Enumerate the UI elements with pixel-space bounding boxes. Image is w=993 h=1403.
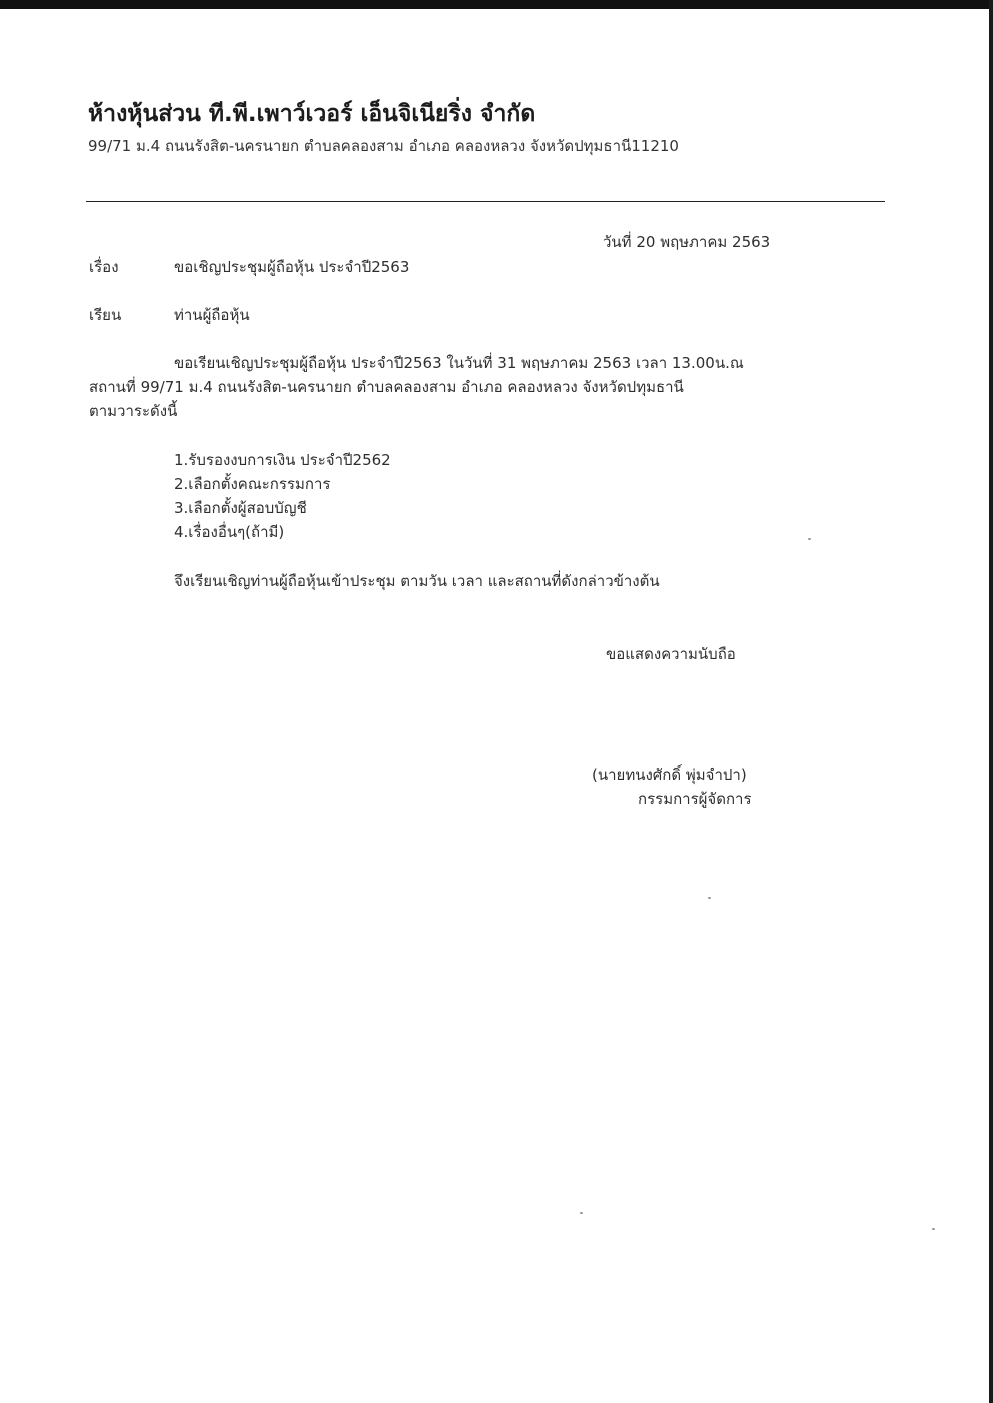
recipient-label: เรียน [89,306,122,324]
scan-speck [580,1212,583,1214]
company-name: ห้างหุ้นส่วน ที.พี.เพาว์เวอร์ เอ็นจิเนียริ่ง จำกัด [88,101,536,127]
agenda-item: 4.เรื่องอื่นๆ(ถ้ามี) [174,523,285,541]
agenda-item: 3.เลือกตั้งผู้สอบบัญชี [174,499,307,517]
closing-paragraph: จึงเรียนเชิญท่านผู้ถือหุ้นเข้าประชุม ตามวัน เวลา และสถานที่ดังกล่าวข้างต้น [174,572,660,590]
scan-border-right [989,0,993,1403]
agenda-item: 1.รับรองงบการเงิน ประจำปี2562 [174,451,391,469]
scan-border-top [0,0,993,9]
signoff: ขอแสดงความนับถือ [606,645,736,663]
subject-label: เรื่อง [89,258,119,276]
signatory-title: กรรมการผู้จัดการ [638,790,752,808]
recipient-text: ท่านผู้ถือหุ้น [174,306,250,324]
scan-speck [932,1228,935,1230]
letter-date: วันที่ 20 พฤษภาคม 2563 [603,233,771,251]
body-line-2: สถานที่ 99/71 ม.4 ถนนรังสิต-นครนายก ตำบลคลองสาม อำเภอ คลองหลวง จังหวัดปทุมธานี [89,378,684,396]
signatory-name: (นายทนงศักดิ์ พุ่มจำปา) [592,766,747,784]
body-line-3: ตามวาระดังนี้ [89,402,178,420]
subject-text: ขอเชิญประชุมผู้ถือหุ้น ประจำปี2563 [174,258,410,276]
agenda-item: 2.เลือกตั้งคณะกรรมการ [174,475,331,493]
scan-speck [808,538,811,540]
header-divider [86,201,885,202]
body-line-1: ขอเรียนเชิญประชุมผู้ถือหุ้น ประจำปี2563 ในวันที่ 31 พฤษภาคม 2563 เวลา 13.00น.ณ [174,354,744,372]
scan-speck [708,897,711,899]
company-address: 99/71 ม.4 ถนนรังสิต-นครนายก ตำบลคลองสาม อำเภอ คลองหลวง จังหวัดปทุมธานี11210 [88,137,679,155]
